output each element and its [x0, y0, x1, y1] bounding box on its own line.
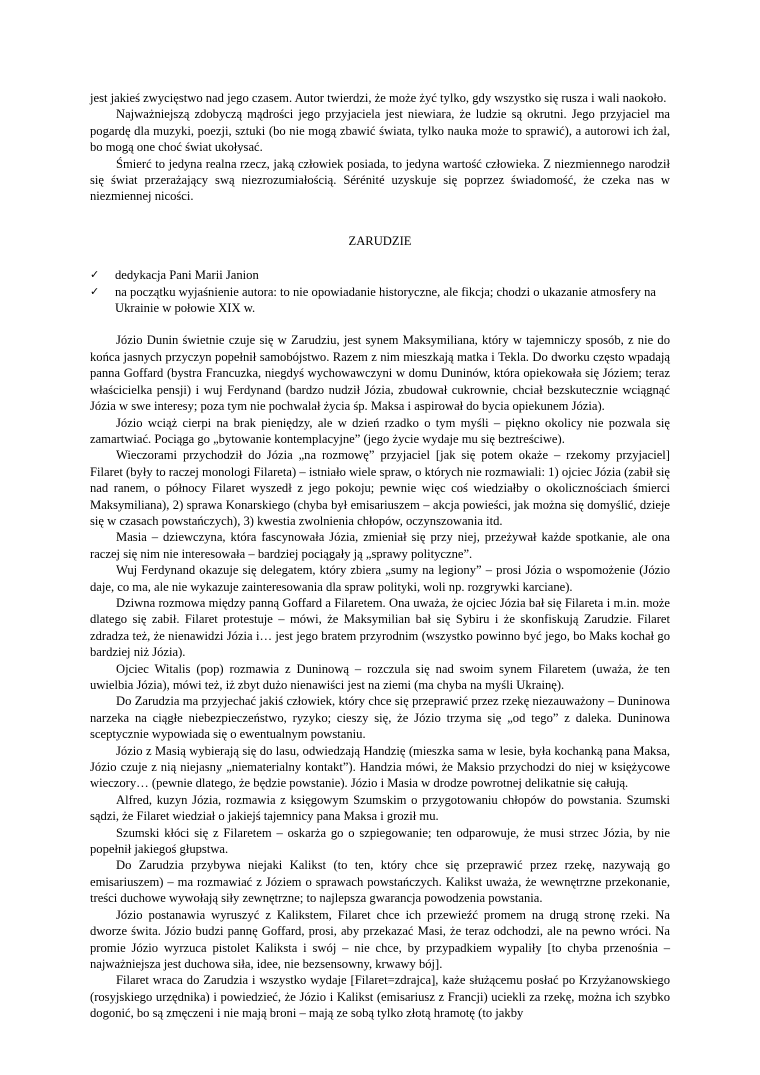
- paragraph: Józio Dunin świetnie czuje się w Zarudziu, jest synem Maksymiliana, który w tajemniczy sposób, z nie do końca jasnych przyczyn popełnił samobójstwo. Razem z nim mieszkają matka i Tekla. Do dworku często wpadają panna Goffard (bystra Francuzka, niegdyś wychowawczyni w domu Duninów, która opiekowała się Józiem; teraz właścicielka pensji) i wuj Ferdynand (bardzo nudził Józia, zbudował cukrownie, chciał bezskutecznie wciągnąć Józia w swe interesy; poza tym nie pochwalał życia śp. Maksa i aspirował do bycia opiekunem Józia).: [90, 333, 670, 414]
- paragraph: Dziwna rozmowa między panną Goffard a Filaretem. Ona uważa, że ojciec Józia bał się Filareta i m.in. może dlatego się zabił. Filaret protestuje – mówi, że Maksymilian bał się Sybiru i że skonfiskują Zarudzie. Filaret zdradza też, że nienawidzi Józia i… jest jego bratem przyrodnim (wszystko powinno być jego, bo Maks kochał go bardziej niż Józia).: [90, 595, 670, 660]
- paragraph: Najważniejszą zdobyczą mądrości jego przyjaciela jest niewiara, że ludzie są okrutni. Jego przyjaciel ma pogardę dla muzyki, poezji, sztuki (bo nie mogą zbawić świata, tylko nauka może to sprawić), a autorowi ich żal, bo mogą one choć świat ukołysać.: [90, 107, 670, 155]
- paragraph: Szumski kłóci się z Filaretem – oskarża go o szpiegowanie; ten odparowuje, że musi strzec Józia, by nie popełnił jakiegoś głupstwa.: [90, 825, 670, 857]
- checklist-item: [90, 267, 670, 283]
- checklist: [90, 267, 670, 316]
- paragraph: Józio postanawia wyruszyć z Kalikstem, Filaret chce ich przewieźć promem na drugą stronę rzeki. Na dworze świta. Józio budzi pannę Goffard, prosi, aby przekazać Masi, że teraz odchodzi, ale na pewno wróci. Na promie Józio wyrzuca pistolet Kaliksta i swój – nie chce, by przypadkiem wypaliły [to chyba przenośnia – najważniejsza jest duchowa siła, idee, nie bezsensowny, krwawy bój].: [90, 907, 670, 971]
- paragraph: jest jakieś zwycięstwo nad jego czasem. Autor twierdzi, że może żyć tylko, gdy wszystko się rusza i wali naokoło.: [90, 91, 667, 105]
- paragraph: Śmierć to jedyna realna rzecz, jaką człowiek posiada, to jedyna wartość człowieka. Z niezmiennego narodził się świat przerażający swą niezrozumiałością. Sérénité uzyskuje się poprzez świadomość, że czeka nas w niezmiennej nicości.: [90, 156, 670, 204]
- paragraph: Wieczorami przychodził do Józia „na rozmowę” przyjaciel [jak się potem okaże – rzekomy przyjaciel] Filaret (były to raczej monologi Filareta) – istniało wiele spraw, o których nie rozmawiali: 1) ojciec Józia (zabił się nad ranem, o północy Filaret wyszedł z jego pokoju; pewnie więc coś wiedziałby o okolicznościach śmierci Maksymiliana), 2) sprawa Konarskiego (chyba był emisariuszem – akcja powieści, jak można się domyślić, dzieje się w czasach powstańczych), 3) kwestia zwolnienia chłopów, oczynszowania itd.: [90, 448, 670, 528]
- paragraph: Do Zarudzia przybywa niejaki Kalikst (to ten, który chce się przeprawić przez rzekę, nazywają go emisariuszem) – ma rozmawiać z Józiem o sprawach powstańczych. Kalikst uważa, że wewnętrzne przekonanie, treści duchowe wywołają siły zewnętrzne; to najlepsza gwarancja powodzenia powstania.: [90, 858, 670, 906]
- checklist-item: [90, 284, 670, 317]
- section-title: ZARUDZIE: [348, 233, 412, 248]
- paragraph: Alfred, kuzyn Józia, rozmawia z księgowym Szumskim o przygotowaniu chłopów do powstania. Szumski sądzi, że Filaret wiedział o jakiejś tajemnicy pana Maksa i groził mu.: [90, 792, 670, 824]
- paragraph: Józio wciąż cierpi na brak pieniędzy, ale w dzień rzadko o tym myśli – piękno okolicy nie pozwala się zamartwiać. Pociąga go „bytowanie kontemplacyjne” (jego życie wydaje mu się beztreściwe).: [90, 415, 670, 446]
- intro-section: [90, 90, 670, 205]
- checklist-item-text: dedykacja Pani Marii Janion: [115, 268, 259, 283]
- body-section: [90, 332, 670, 1021]
- paragraph: Józio z Masią wybierają się do lasu, odwiedzają Handzię (mieszka sama w lesie, była kochanką pana Maksa, Józio czuje z nią niejasny „niematerialny kontakt”). Handzia mówi, że Maksio przychodzi do niej w księżycowe wieczory… (pewnie dlatego, że będzie powstanie). Józio i Masia w drodze powrotnej delikatnie się całują.: [90, 743, 670, 791]
- paragraph: Do Zarudzia ma przyjechać jakiś człowiek, który chce się przeprawić przez rzekę niezauważony – Duninowa narzeka na ciągłe niebezpieczeństwo, ryzyko; cieszy się, że Józio trzyma się „od tego” z daleka. Duninowa sceptycznie wypowiada się o ewentualnym powstaniu.: [90, 694, 670, 742]
- checkmark-icon: ✓: [90, 268, 100, 282]
- checklist-item-text: na początku wyjaśnienie autora: to nie opowiadanie historyczne, ale fikcja; chodzi o ukazanie atmosfery na Ukrainie w połowie XIX w.: [115, 284, 656, 316]
- checkmark-icon: ✓: [90, 284, 100, 298]
- paragraph: Filaret wraca do Zarudzia i wszystko wydaje [Filaret=zdrajca], każe służącemu posłać po Krzyżanowskiego (rosyjskiego urzędnika) i powiedzieć, że Józio i Kalikst (emisariusz z Francji) uciekli za rzekę, można ich szybko dogonić, bo są zmęczeni i nie mają broni – mają ze sobą tylko złotą hramotę (to jakby: [90, 973, 670, 1021]
- document-page: [90, 90, 670, 1022]
- paragraph: Ojciec Witalis (pop) rozmawia z Duninową – rozczula się nad swoim synem Filaretem (uważa, że ten uwielbia Józia), mówi też, iż zbyt dużo nienawiści jest na ziemi (ma chyba na myśli Ukrainę).: [90, 661, 670, 692]
- paragraph: Masia – dziewczyna, która fascynowała Józia, zmieniał się przy niej, przeżywał każde spotkanie, ale ona raczej się nim nie interesowała – bardziej pociągały ją „sprawy polityczne”.: [90, 530, 670, 561]
- paragraph: Wuj Ferdynand okazuje się delegatem, który zbiera „sumy na legiony” – prosi Józia o wspomożenie (Józio daje, co ma, ale nie wykazuje zainteresowania dla spraw polityki, woli np. rozgrywki karciane).: [90, 563, 670, 594]
